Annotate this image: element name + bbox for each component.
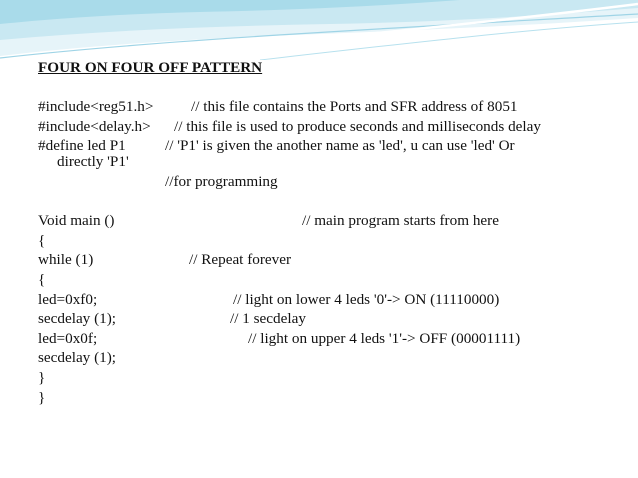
comment-text: // this file is used to produce seconds and milliseconds delay <box>174 117 541 135</box>
code-line-secdelay <box>38 309 618 329</box>
comment-text: // main program starts from here <box>302 212 499 230</box>
code-line-void-main <box>38 211 618 231</box>
code-text: led=0x0f; <box>38 329 98 347</box>
comment-text: // light on upper 4 leds '1'-> OFF (00001111) <box>248 329 521 347</box>
code-text: while (1) <box>38 251 94 269</box>
comment-text: // light on lower 4 leds '0'-> ON (11110000) <box>233 290 500 308</box>
code-line-include-delay <box>38 117 618 137</box>
comment-text: // Repeat forever <box>189 251 292 269</box>
code-text: Void main () <box>38 212 115 230</box>
code-text: } <box>38 388 46 406</box>
blank-line <box>38 78 618 98</box>
code-text: secdelay (1); <box>38 349 117 367</box>
code-line-while <box>38 250 618 270</box>
title-line <box>38 58 618 78</box>
comment-continuation: directly 'P1' <box>57 153 129 171</box>
code-line-led-0f <box>38 329 618 349</box>
code-line-include-reg <box>38 97 618 117</box>
code-text: #define led P1 <box>38 137 126 155</box>
slide-title: FOUR ON FOUR OFF PATTERN <box>38 59 263 76</box>
comment-text: // this file contains the Ports and SFR address of 8051 <box>191 98 518 116</box>
code-line-define-led <box>38 136 618 155</box>
code-listing <box>38 58 618 407</box>
code-line-secdelay <box>38 348 618 368</box>
comment-text: // 'P1' is given the another name as 'led', u can use 'led' Or <box>165 137 515 155</box>
code-text: { <box>38 270 46 288</box>
comment-text: // 1 secdelay <box>230 310 306 328</box>
code-line-brace-open <box>38 231 618 251</box>
code-text: #include<delay.h> <box>38 117 151 135</box>
code-text: { <box>38 231 46 249</box>
code-line-brace-open <box>38 270 618 290</box>
code-line-brace-close <box>38 388 618 408</box>
code-line-define-led-continuation <box>38 152 618 172</box>
comment-text: //for programming <box>165 172 278 190</box>
wave-header-decoration <box>0 0 638 60</box>
code-text: #include<reg51.h> <box>38 98 154 116</box>
code-text: } <box>38 368 46 386</box>
code-line-led-f0 <box>38 290 618 310</box>
code-line-for-programming <box>38 172 618 192</box>
blank-line <box>38 192 618 212</box>
code-text: secdelay (1); <box>38 310 117 328</box>
code-line-brace-close <box>38 368 618 388</box>
code-text: led=0xf0; <box>38 290 98 308</box>
